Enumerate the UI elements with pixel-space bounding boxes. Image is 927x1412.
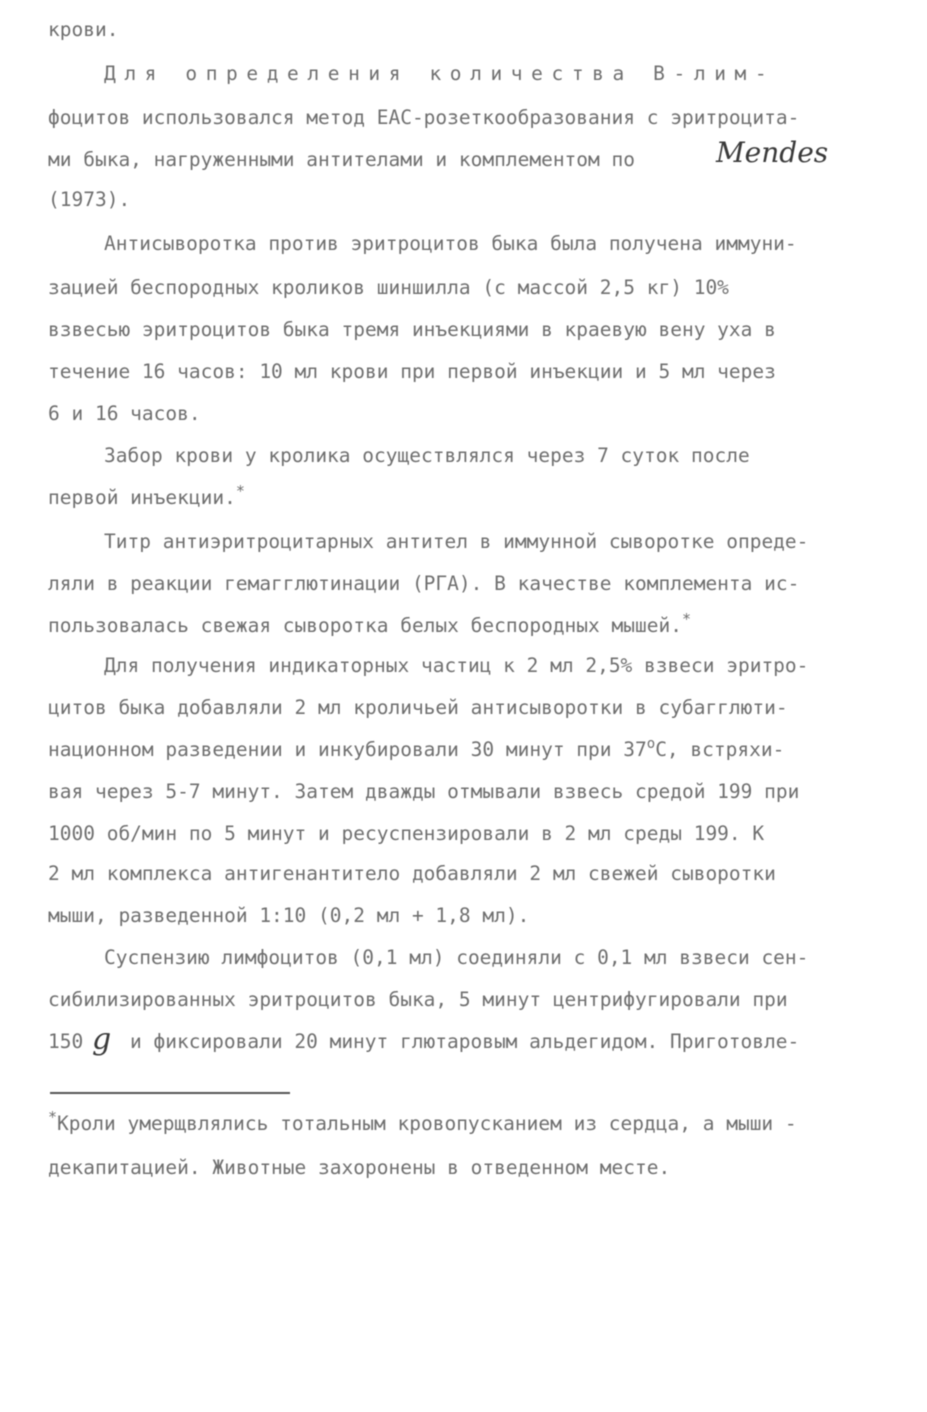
text-fragment: первой инъекции. [48, 486, 236, 509]
text-line: зацией беспородных кроликов шиншилла (с массой 2,5 кг) 10% [48, 276, 729, 299]
footnote-marker: * [235, 482, 245, 500]
text-line: Для определения количества В-лим- [104, 62, 776, 85]
text-line: Для получения индикаторных частиц к 2 мл 2,5% взвеси эритро- [104, 654, 809, 677]
text-fragment: пользовалась свежая сыворотка белых беспородных мышей. [48, 614, 682, 637]
text-line: мыши, разведенной 1:10 (0,2 мл + 1,8 мл). [48, 904, 530, 927]
handwritten-author-name: Mendes [716, 136, 829, 169]
text-line [48, 738, 784, 761]
text-line: взвесью эритроцитов быка тремя инъекциями в краевую вену уха в [48, 318, 776, 341]
text-line: 6 и 16 часов. [48, 402, 201, 425]
footnote-marker: * [681, 610, 691, 628]
text-line [48, 482, 245, 509]
text-fragment: национном разведении и инкубировали 30 минут при 37 [48, 738, 647, 761]
text-line: течение 16 часов: 10 мл крови при первой инъекции и 5 мл через [48, 360, 776, 383]
text-line: Титр антиэритроцитарных антител в иммунной сыворотке опреде- [104, 530, 809, 553]
text-line [48, 610, 691, 637]
text-line: 2 мл комплекса антигенантитело добавляли 2 мл свежей сыворотки [48, 862, 776, 885]
text-fragment: С, встряхи- [655, 738, 785, 761]
text-line: фоцитов использовался метод ЕАС-розеткообразования с эритроцита- [48, 106, 800, 129]
text-line: Забор крови у кролика осуществлялся через 7 суток после [104, 444, 750, 467]
footnote-divider [50, 1092, 290, 1094]
handwritten-unit-g: g [92, 1022, 112, 1057]
text-line: Антисыворотка против эритроцитов быка была получена иммуни- [104, 232, 797, 255]
text-line: Суспензию лимфоцитов (0,1 мл) соединяли с 0,1 мл взвеси сен- [104, 946, 809, 969]
text-line: 150 [48, 1030, 84, 1053]
text-line: и фиксировали 20 минут глютаровым альдегидом. Приготовле- [130, 1030, 800, 1053]
footnote-marker: * [48, 1108, 58, 1126]
footnote-line: декапитацией. Животные захоронены в отведенном месте. [48, 1156, 671, 1179]
text-line: ляли в реакции гемагглютинации (РГА). В качестве комплемента ис- [48, 572, 800, 595]
text-line: ми быка, нагруженными антителами и комплементом по [48, 148, 635, 171]
text-line: (1973). [48, 188, 131, 211]
text-line: цитов быка добавляли 2 мл кроличьей антисыворотки в субагглюти- [48, 696, 788, 719]
text-line: вая через 5-7 минут. Затем дважды отмывали взвесь средой 199 при [48, 780, 800, 803]
text-line: сибилизированных эритроцитов быка, 5 минут центрифугировали при [48, 988, 788, 1011]
text-line: 1000 об/мин по 5 минут и ресуспензировали в 2 мл среды 199. К [48, 822, 765, 845]
text-fragment: Кроли умерщвлялись тотальным кровопусканием из сердца, а мыши - [57, 1112, 797, 1135]
footnote-line [48, 1108, 797, 1135]
degree-sign: о [646, 736, 656, 752]
text-line: крови. [48, 18, 119, 41]
